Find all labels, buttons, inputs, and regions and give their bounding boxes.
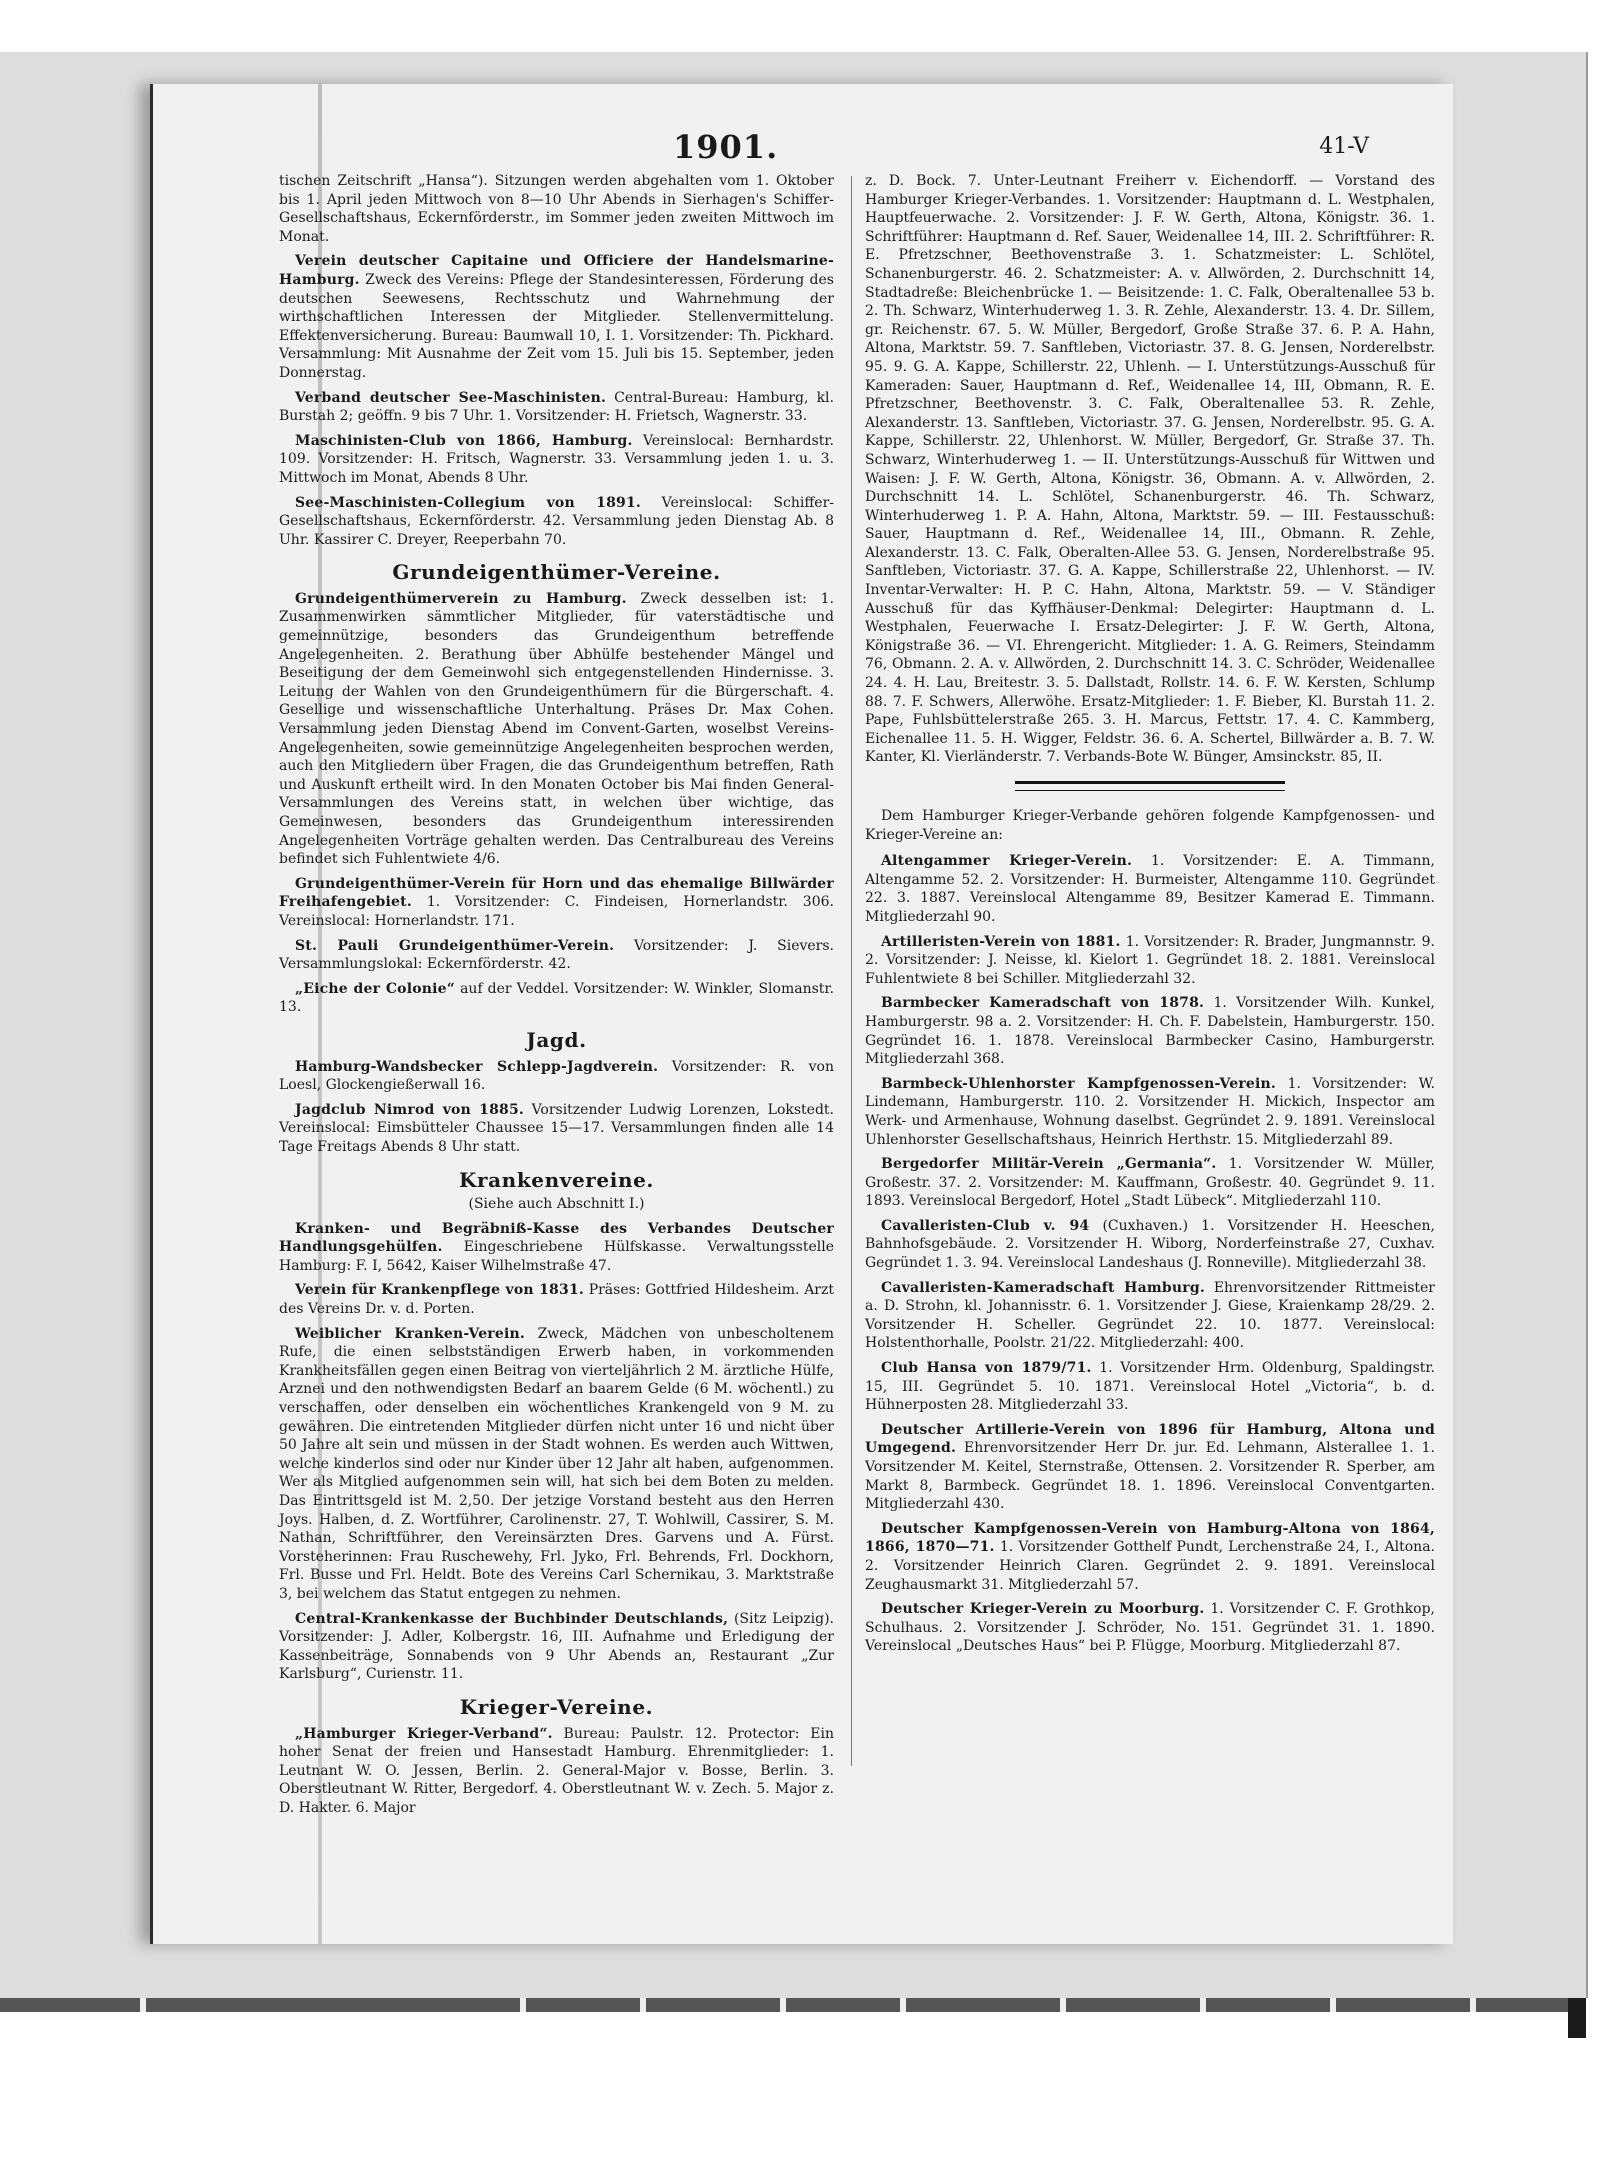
entry-text: Vorsitzender: J. Sievers. Versammlungslokal: Eckernförderstr. 42. bbox=[279, 937, 835, 973]
scanner-tick bbox=[900, 1998, 906, 2012]
directory-entry bbox=[279, 389, 834, 426]
entry-title: Verein für Krankenpflege von 1831. bbox=[295, 1282, 584, 1299]
entry-text: Bureau: Paulstr. 12. Protector: Ein hoher Senat der freien und Hansestadt Hamburg. Ehrenmitglieder: 1. Leutnant W. O. Jessen, Berlin. 2. General-Major v. Bosse, Berlin. 3. Oberstleutnant W. Ritter, Bergedorf. 4. Oberstleutnant W. v. Zech. 5. Major z. D. Hakter. 6. Major bbox=[279, 1725, 834, 1816]
scanner-tick bbox=[1060, 1998, 1066, 2012]
entry-text: 1. Vorsitzender: C. Findeisen, Hornerlandstr. 306. Vereinslocal: Hornerlandstr. 171. bbox=[279, 894, 834, 929]
entry-title: Cavalleristen-Kameradschaft Hamburg. bbox=[881, 1279, 1205, 1296]
entry-title: See-Maschinisten-Collegium von 1891. bbox=[295, 494, 641, 511]
entry-text: 1. Vorsitzender: E. A. Timmann, Altengamme 52. 2. Vorsitzender: H. Burmeister, Altengamme 110. Gegründet 22. 3. 1887. Vereinslocal Altengamme 89, Besitzer Kamerad E. Timmann. Mitgliederzahl 90. bbox=[865, 853, 1435, 925]
entry-text: Präses: Gottfried Hildesheim. Arzt des Vereins Dr. v. d. Porten. bbox=[279, 1282, 834, 1318]
entry-text: Central-Bureau: Hamburg, kl. Burstah 2; geöffn. 9 bis 7 Uhr. 1. Vorsitzender: H. Frietsch, Wagnerstr. 33. bbox=[279, 389, 834, 425]
kranken-entries bbox=[279, 1220, 834, 1684]
directory-entry bbox=[865, 1279, 1435, 1353]
section-title-grundeigenthuemer: Grundeigenthümer-Vereine. bbox=[392, 560, 721, 585]
scanner-bottom-band bbox=[0, 1998, 1600, 2038]
page-year: 1901. bbox=[673, 128, 779, 166]
section-note-kranken: (Siehe auch Abschnitt I.) bbox=[468, 1196, 645, 1213]
scanned-sheet bbox=[0, 52, 1588, 1998]
directory-entry bbox=[279, 1610, 834, 1684]
entry-title: „Hamburger Krieger-Verband“. bbox=[295, 1725, 553, 1742]
right-top-entries bbox=[865, 172, 1435, 767]
intro-paragraph: Dem Hamburger Krieger-Verbande gehören folgende Kampfgenossen- und Krieger-Vereine an: bbox=[865, 808, 1435, 843]
entry-title: Altengammer Krieger-Verein. bbox=[881, 853, 1133, 870]
directory-entry bbox=[279, 937, 834, 974]
left-column bbox=[279, 172, 834, 1824]
directory-entry bbox=[279, 1281, 834, 1318]
entry-text: Zweck desselben ist: 1. Zusammenwirken sämmtlicher Mitglieder, für vaterstädtische und gemeinnützige, besonders das Grundeigenthum betreffende Angelegenheiten. 2. Berathung über Abhülfe bestehender Mängel und Beseitigung der dem Gemeinwohl sich entgegenstellenden Hindernisse. 3. Leitung der Wahlen von den Grundeigenthümern für die Bürgerschaft. 4. Gesellige und wissenschaftliche Unterhaltung. Präses Dr. Max Cohen. Versammlung jeden Dienstag Abend im Convent-Garten, woselbst Vereins-Angelegenheiten, sowie gemeinnützige Angelegenheiten besprochen werden, auch den Mitgliedern über Fragen, die das Grundeigenthum betreffen, Rath und Auskunft ertheilt wird. In den Monaten October bis Mai finden General-Versammlungen des Vereins statt, in welchen über wichtige, das Gemeinwesen, besonders das Grundeigenthum interessirenden Angelegenheiten Vorträge gehalten werden. Das Centralbureau des Vereins befindet sich Fuhlentwiete 4/6. bbox=[279, 590, 834, 868]
scanner-tick bbox=[1200, 1998, 1206, 2012]
scanner-tick bbox=[140, 1998, 146, 2012]
entry-text: Vorsitzender Ludwig Lorenzen, Lokstedt. Vereinslocal: Eimsbütteler Chaussee 15—17. Versammlungen finden alle 14 Tage Freitags Abends 8 Uhr statt. bbox=[279, 1101, 835, 1155]
entry-title: Verein deutscher Capitaine und Officiere der Handelsmarine-Hamburg. bbox=[279, 253, 834, 288]
entry-text: (Sitz Leipzig). Vorsitzender: J. Adler, Kolbergstr. 16, III. Aufnahme und Erledigung der Kassenbeiträge, Sonnabends von 9 Uhr Abends an, Restaurant „Zur Karlsburg“, Curienstr. 11. bbox=[279, 1610, 834, 1683]
entry-title: Grundeigenthümerverein zu Hamburg. bbox=[295, 590, 627, 607]
entry-text: 1. Vorsitzender: W. Lindemann, Hamburgerstr. 110. 2. Vorsitzender H. Mickich, Inspector am Werk- und Armenhause, Wohnung daselbst. Gegründet 2. 9. 1891. Vereinslocal Uhlenhorster Gesellschaftshaus, Heinrich Herthstr. 15. Mitgliederzahl 89. bbox=[865, 1075, 1436, 1148]
entry-text: 1. Vorsitzender Wilh. Kunkel, Hamburgerstr. 98 a. 2. Vorsitzender: H. Ch. F. Dabelstein, Hamburgerstr. 150. Gegründet 16. 1. 1878. Vereinslocal Barmbecker Casino, Hamburgerstr. Mitgliederzahl 368. bbox=[865, 995, 1436, 1068]
page-header bbox=[153, 128, 1453, 164]
directory-entry bbox=[279, 980, 834, 1017]
directory-entry bbox=[865, 1421, 1435, 1514]
section-title-krieger: Krieger-Vereine. bbox=[459, 1694, 654, 1719]
directory-entry bbox=[279, 1220, 834, 1276]
entry-text: (Cuxhaven.) 1. Vorsitzender H. Heeschen, Bahnhofsgebäude. 2. Vorsitzender H. Wiborg, Norderfeinstraße 27, Cuxhav. Gegründet 1. 3. 94. Vereinslocal Landeshaus (J. Ronneville). Mitgliederzahl 38. bbox=[865, 1217, 1435, 1272]
entry-title: Hamburg-Wandsbecker Schlepp-Jagdverein. bbox=[295, 1058, 659, 1075]
directory-entry bbox=[865, 1600, 1435, 1656]
entry-title: Deutscher Artillerie-Verein von 1896 für Hamburg, Altona und Umgegend. bbox=[865, 1421, 1435, 1457]
entry-title: Deutscher Krieger-Verein zu Moorburg. bbox=[881, 1601, 1205, 1618]
left-top-entries bbox=[279, 172, 834, 549]
entry-title: Verband deutscher See-Maschinisten. bbox=[295, 389, 607, 406]
directory-entry bbox=[279, 1325, 834, 1604]
entry-title: St. Pauli Grundeigenthümer-Verein. bbox=[295, 937, 615, 954]
directory-entry bbox=[279, 494, 834, 550]
entry-text: tischen Zeitschrift „Hansa“). Sitzungen werden abgehalten vom 1. Oktober bis 1. April jeden Mittwoch von 8—10 Uhr Abends in Sierhagen's Schiffer-Gesellschaftshaus, Eckernförderstr., im Sommer jeden zweiten Mittwoch im Monat. bbox=[279, 173, 834, 245]
directory-entry bbox=[865, 1359, 1435, 1415]
scanner-strip bbox=[0, 1998, 1586, 2012]
entry-text: 1. Vorsitzender Gotthelf Pundt, Lerchenstraße 24, I., Altona. 2. Vorsitzender Heinrich Claren. Gegründet 2. 9. 1891. Vereinslocal Zeughausmarkt 31. Mitgliederzahl 57. bbox=[865, 1539, 1435, 1593]
directory-entry bbox=[865, 1155, 1435, 1211]
section-title-jagd: Jagd. bbox=[526, 1027, 587, 1052]
directory-entry bbox=[865, 1520, 1435, 1594]
entry-text: Eingeschriebene Hülfskasse. Verwaltungsstelle Hamburg: F. I, 5642, Kaiser Wilhelmstraße 47. bbox=[279, 1239, 834, 1274]
entry-title: „Eiche der Colonie“ bbox=[295, 980, 456, 997]
directory-entry bbox=[865, 1075, 1435, 1149]
section-title-krankenvereine: Krankenvereine. bbox=[459, 1167, 654, 1192]
grund-entries bbox=[279, 590, 834, 1017]
entry-title: Maschinisten-Club von 1866, Hamburg. bbox=[295, 432, 633, 449]
entry-title: Cavalleristen-Club v. 94 bbox=[881, 1217, 1090, 1234]
right-bottom-entries bbox=[865, 852, 1435, 1656]
scanner-tick bbox=[1330, 1998, 1336, 2012]
entry-text: Vereinslocal: Bernhardstr. 109. Vorsitzender: H. Fritsch, Wagnerstr. 33. Versammlung jeden 1. u. 3. Mittwoch im Monat, Abends 8 Uhr. bbox=[279, 432, 835, 486]
directory-entry bbox=[865, 933, 1435, 989]
scanner-tick bbox=[520, 1998, 526, 2012]
entry-text: z. D. Bock. 7. Unter-Leutnant Freiherr v. Eichendorff. — Vorstand des Hamburger Krieger-Verbandes. 1. Vorsitzender: Hauptmann d. L. Westphalen, Hauptfeuerwache. 2. Vorsitzender: J. F. W. Gerth, Altona, Königstr. 36. 1. Schriftführer: Hauptmann d. Ref. Sauer, Weidenallee 14, III. 2. Schriftführer: R. E. Pfretzschner, Beethovenstraße 3. 1. Schatzmeister: L. Schlötel, Schanenburgerstr. 46. 2. Schatzmeister: A. v. Allwörden, 2. Durchschnitt 14, Stadtadreße: Bleichenbrücke 1. — Beisitzende: 1. C. Falk, Oberaltenallee 53 b. 2. Th. Schwarz, Winterhuderweg 1. 3. R. Zehle, Alexanderstr. 13. 4. Dr. Sillem, gr. Reichenstr. 67. 5. W. Müller, Bergedorf, Große Straße 37. 6. P. A. Hahn, Altona, Marktstr. 59. 7. Sanftleben, Victoriastr. 37. 8. G. Jensen, Norderelbstr. 95. 9. G. A. Kappe, Schillerstr. 22, Uhlenh. — I. Unterstützungs-Ausschuß für Kameraden: Sauer, Hauptmann d. Ref., Weidenallee 14, III, Obmann, R. E. Pfretzschner, Beethovenstr. 3. C. Falk, Oberaltenallee 53. R. Zehle, Alexanderstr. 13. Sanftleben, Victoriastr. 37. G. Jensen, Norderelbstr. 95. G. A. Kappe, Schillerstr. 22, Uhlenhorst. W. Müller, Bergedorf, Gr. Straße 37. Th. Schwarz, Winterhuderweg 1. — II. Unterstützungs-Ausschuß für Wittwen und Waisen: J. F. W. Gerth, Altona, Königstr. 36, Obmann. A. v. Allwörden, 2. Durchschnitt 14. L. Schlötel, Schanenburgerstr. 46. Th. Schwarz, Winterhuderweg 1. P. A. Hahn, Altona, Marktstr. 59. — III. Festausschuß: Sauer, Hauptmann d. Ref., Weidenallee 14, III., Obmann. R. Zehle, Alexanderstr. 13. C. Falk, Oberalten-Allee 53. G. Jensen, Norderelbstraße 95. Sanftleben, Victoriastr. 37. G. A. Kappe, Schillerstraße 22, Uhlenhorst. — IV. Inventar-Verwalter: H. P. C. Hahn, Altona, Marktstr. 59. — V. Ständiger Ausschuß für das Kyffhäuser-Denkmal: Delegirter: Hauptmann d. L. Westphalen, Feuerwache I. Ersatz-Delegirter: J. F. W. Gerth, Altona, Königstraße 36. — VI. Ehrengericht. Mitglieder: 1. A. G. Reimers, Steindamm 76, Obmann. 2. A. v. Allwörden, 2. Durchschnitt 14. 3. C. Schröder, Weidenallee 24. 4. H. Lau, Breitestr. 3. 5. Dallstadt, Rollstr. 14. 6. F. W. Kersten, Schlump 88. 7. F. Schwers, Allerwöhe. Ersatz-Mitglieder: 1. F. Bieber, Kl. Burstah 11. 2. Pape, Fuhlsbüttelerstraße 265. 3. H. Marcus, Fettstr. 17. 4. C. Kammberg, Eichenallee 11. 5. H. Wigger, Feldstr. 36. 6. A. Schertel, Billwärder a. B. 7. W. Kanter, Kl. Vierländerstr. 7. Verbands-Bote W. Bünger, Amsinckstr. 85, II. bbox=[865, 173, 1435, 766]
directory-entry bbox=[865, 1217, 1435, 1273]
entry-title: Club Hansa von 1879/71. bbox=[881, 1360, 1092, 1377]
scanner-tick bbox=[780, 1998, 786, 2012]
scanner-tick bbox=[640, 1998, 646, 2012]
entry-title: Central-Krankenkasse der Buchbinder Deutschlands, bbox=[295, 1610, 729, 1627]
entry-title: Bergedorfer Militär-Verein „Germania“. bbox=[881, 1156, 1217, 1173]
entry-text: Ehrenvorsitzender Herr Dr. jur. Ed. Lehmann, Alsterallee 1. 1. Vorsitzender M. Keitel, Sternstraße, Ottensen. 2. Vorsitzender R. Sperber, am Markt 8, Barmbeck. Gegründet 18. 1. 1896. Vereinslocal Conventgarten. Mitgliederzahl 430. bbox=[865, 1440, 1435, 1513]
jagd-entries bbox=[279, 1058, 834, 1157]
entry-text: Zweck des Vereins: Pflege der Standesinteressen, Förderung des deutschen Seewesens, Rechtsschutz und Wahrnehmung der wirthschaftlichen Interessen der Mitglieder. Stellenvermittelung. Effektenversicherung. Bureau: Baumwall 10, I. 1. Vorsitzender: Th. Pickhard. Versammlung: Mit Ausnahme der Zeit vom 15. Juli bis 15. September, jeden Donnerstag. bbox=[279, 271, 834, 381]
entry-text: Vorsitzender: R. von Loesl, Glockengießerwall 16. bbox=[279, 1058, 835, 1094]
directory-entry bbox=[279, 252, 834, 382]
book-page bbox=[150, 84, 1453, 1944]
scanner-tick bbox=[1470, 1998, 1476, 2012]
entry-text: Ehrenvorsitzender Rittmeister a. D. Strohn, kl. Johannisstr. 6. 1. Vorsitzender J. Giese, Kraienkamp 28/29. 2. Vorsitzender H. Scheller. Gegründet 22. 10. 1877. Vereinslocal: Holstenthorhalle, Poolstr. 21/22. Mitgliederzahl: 400. bbox=[865, 1279, 1435, 1352]
entry-title: Kranken- und Begräbniß-Kasse des Verbandes Deutscher Handlungsgehülfen. bbox=[279, 1220, 834, 1256]
directory-entry bbox=[279, 1058, 834, 1095]
directory-entry bbox=[865, 852, 1435, 926]
entry-title: Barmbeck-Uhlenhorster Kampfgenossen-Verein. bbox=[881, 1075, 1277, 1092]
directory-entry bbox=[279, 432, 834, 488]
entry-title: Deutscher Kampfgenossen-Verein von Hamburg-Altona von 1864, 1866, 1870—71. bbox=[865, 1520, 1435, 1556]
page-number: 41-V bbox=[1319, 134, 1369, 159]
krieger-entries bbox=[279, 1725, 834, 1818]
column-divider bbox=[851, 176, 852, 1766]
directory-entry bbox=[279, 1101, 834, 1157]
entry-title: Artilleristen-Verein von 1881. bbox=[881, 933, 1121, 950]
directory-entry bbox=[865, 172, 1435, 767]
section-rule bbox=[1015, 781, 1285, 791]
right-column bbox=[865, 172, 1435, 1662]
entry-title: Barmbecker Kameradschaft von 1878. bbox=[881, 995, 1205, 1012]
entry-text: auf der Veddel. Vorsitzender: W. Winkler, Slomanstr. 13. bbox=[279, 980, 835, 1016]
directory-entry bbox=[279, 590, 834, 869]
entry-text: 1. Vorsitzender Hrm. Oldenburg, Spaldingstr. 15, III. Gegründet 5. 10. 1871. Vereinslocal Hotel „Victoria“, b. d. Hühnerposten 28. Mitgliederzahl 33. bbox=[865, 1360, 1435, 1414]
directory-entry bbox=[279, 172, 834, 246]
entry-text: Zweck, Mädchen von unbescholtenem Rufe, die einen selbstständigen Erwerb haben, in vorkommenden Krankheitsfällen gegen einen Beitrag von vierteljährlich 2 M. ärztliche Hülfe, Arznei und den nothwendigsten Bedarf an baarem Gelde (6 M. wöchentl.) zu verschaffen, oder denselben ein wöchentliches Krankengeld von 9 M. zu gewähren. Die eintretenden Mitglieder dürfen nicht unter 16 und nicht über 50 Jahre alt sein und müssen in der Stadt wohnen. Es werden auch Wittwen, welche kinderlos sind oder nur Kinder über 12 Jahr alt haben, aufgenommen. Wer als Mitglied aufgenommen sein will, hat sich bei dem Boten zu melden. Das Eintrittsgeld ist M. 2,50. Der jetzige Vorstand besteht aus den Herren Joys. Halben, d. Z. Wortführer, Carolinenstr. 27, T. Wohlwill, Cassirer, S. M. Nathan, Schriftführer, den Vereinsärzten Dres. Garvens und A. Fürst. Vorsteherinnen: Frau Ruschewehy, Frl. Jyko, Frl. Behrends, Frl. Dockhorn, Frl. Busse und Frl. Heldt. Bote des Vereins Carl Schernikau, 3. Marktstraße 3, bei welchem das Statut entgegen zu nehmen. bbox=[279, 1325, 834, 1602]
entry-text: 1. Vorsitzender W. Müller, Großestr. 37. 2. Vorsitzender: M. Kauffmann, Großestr. 40. Gegründet 9. 11. 1893. Vereinslocal Bergedorf, Hotel „Stadt Lübeck“. Mitgliederzahl 110. bbox=[865, 1156, 1435, 1210]
directory-entry bbox=[865, 994, 1435, 1068]
scanner-edge bbox=[1568, 1998, 1586, 2038]
directory-entry bbox=[279, 875, 834, 931]
entry-text: 1. Vorsitzender C. F. Grothkop, Schulhaus. 2. Vorsitzender J. Schröder, No. 151. Gegründet 31. 1. 1890. Vereinslocal „Deutsches Haus“ bei P. Flügge, Moorburg. Mitgliederzahl 87. bbox=[865, 1601, 1436, 1655]
entry-title: Jagdclub Nimrod von 1885. bbox=[295, 1101, 524, 1118]
directory-entry bbox=[279, 1725, 834, 1818]
entry-title: Weiblicher Kranken-Verein. bbox=[295, 1325, 525, 1342]
entry-text: 1. Vorsitzender: R. Brader, Jungmannstr. 9. 2. Vorsitzender: J. Neisse, kl. Kielort 1. Gegründet 18. 2. 1881. Vereinslocal Fuhlentwiete 8 bei Schiller. Mitgliederzahl 32. bbox=[865, 933, 1435, 987]
entry-text: Vereinslocal: Schiffer-Gesellschaftshaus, Eckernförderstr. 42. Versammlung jeden Dienstag Ab. 8 Uhr. Kassirer C. Dreyer, Reeperbahn 70. bbox=[279, 494, 834, 548]
entry-title: Grundeigenthümer-Verein für Horn und das ehemalige Billwärder Freihafengebiet. bbox=[279, 875, 834, 911]
